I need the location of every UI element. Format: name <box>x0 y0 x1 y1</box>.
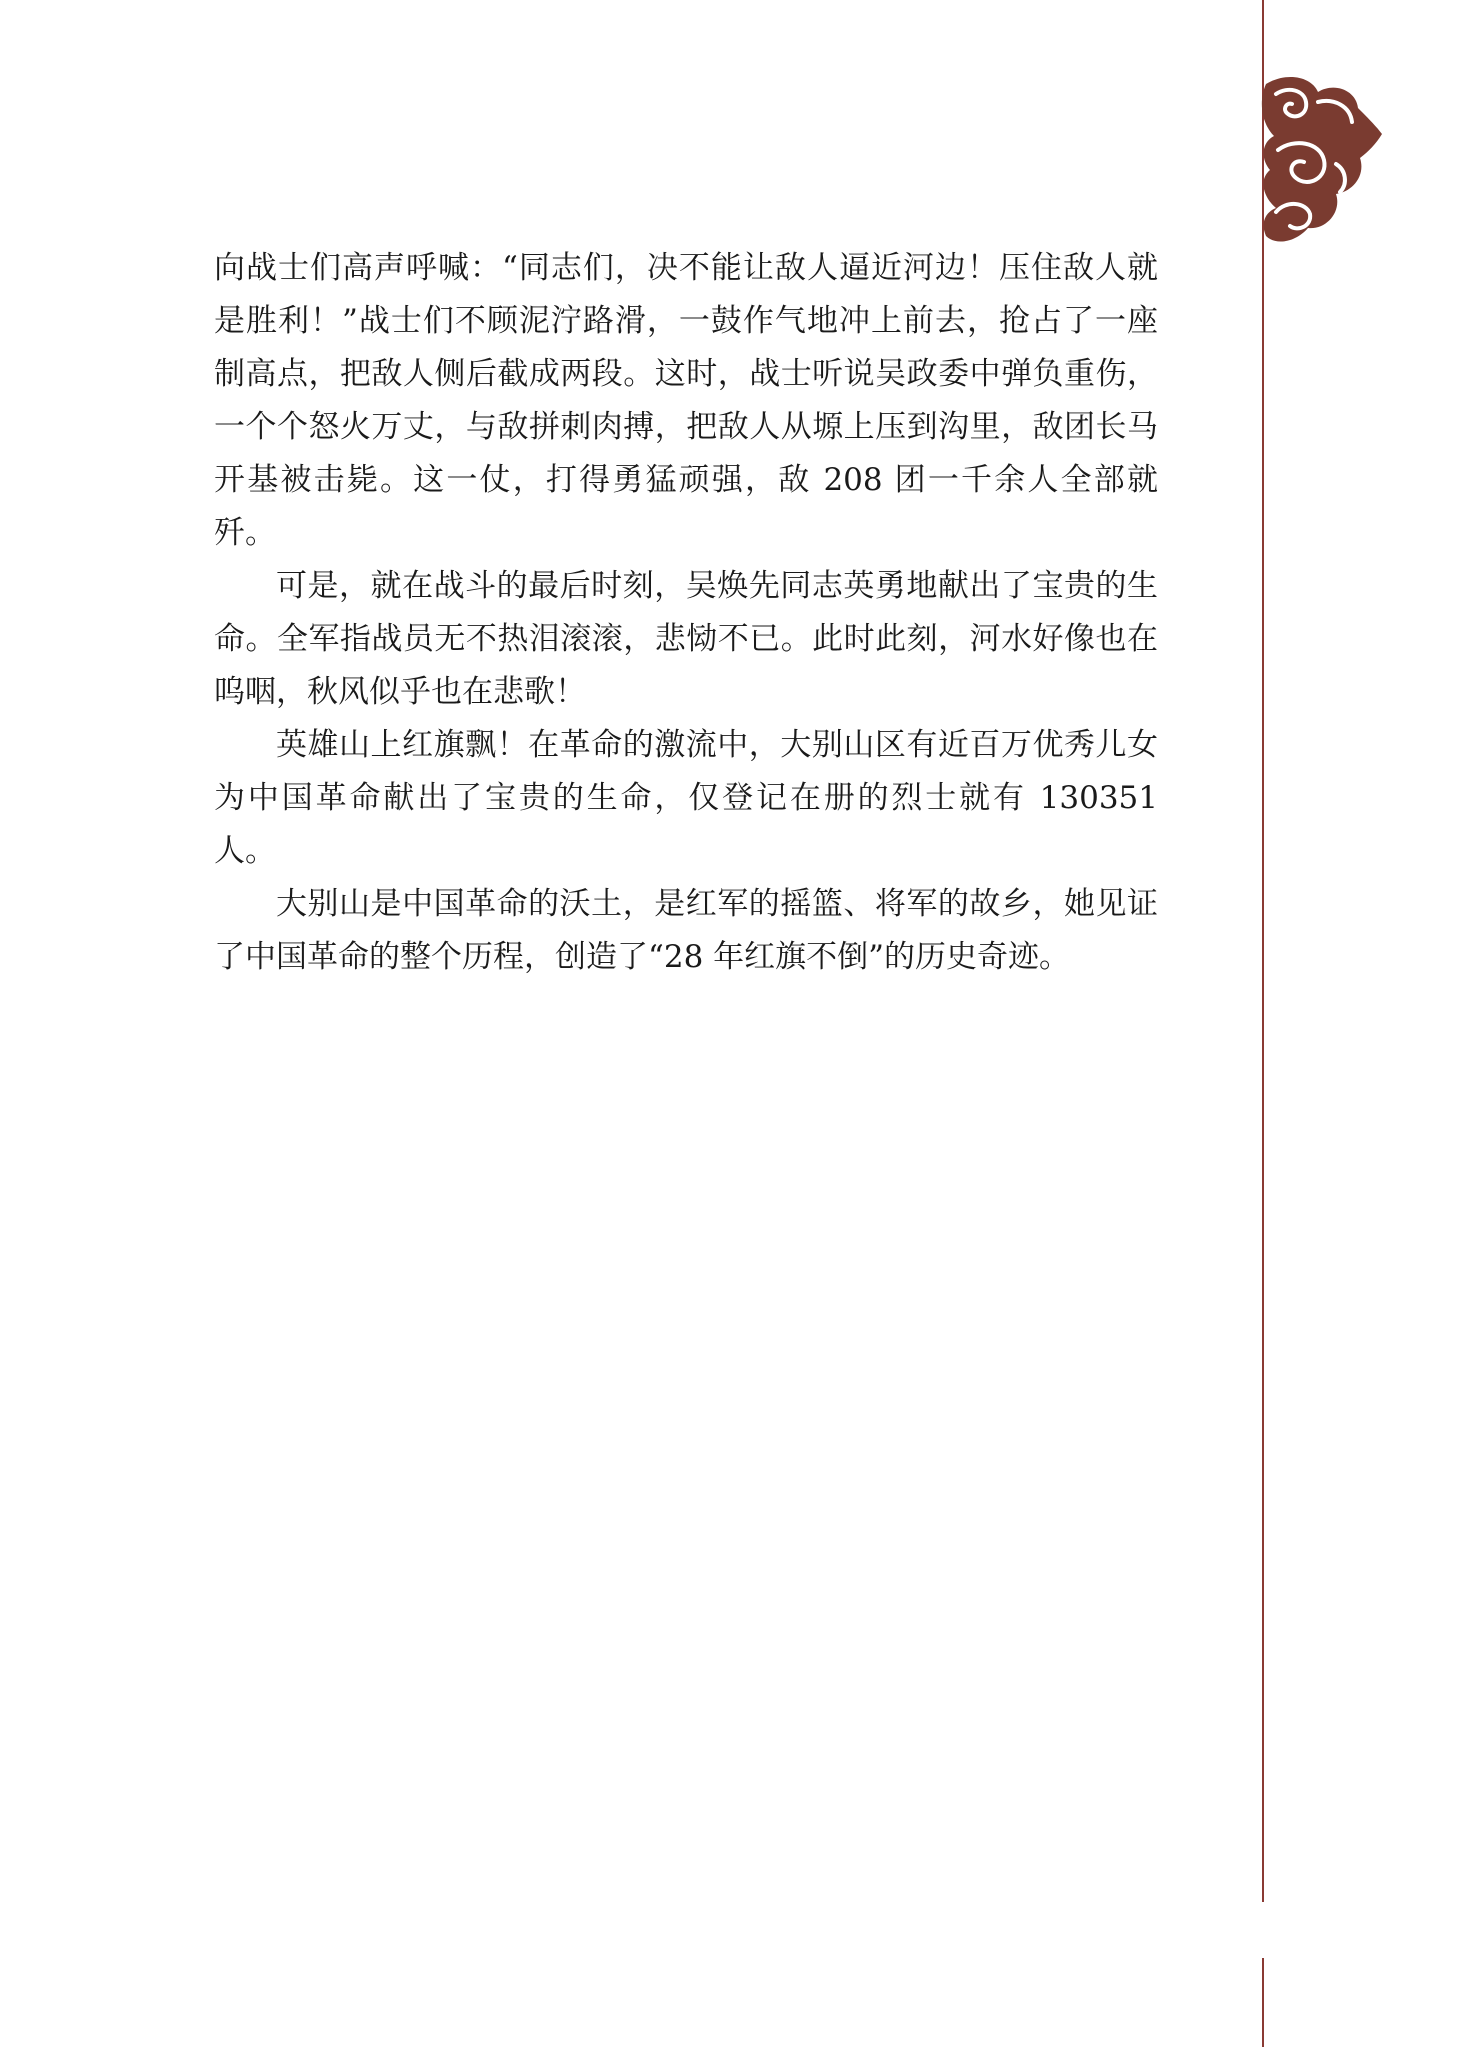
paragraph-3: 英雄山上红旗飘！在革命的激流中，大别山区有近百万优秀儿女为中国革命献出了宝贵的生命，仅登记在册的烈士就有 130351 人。 <box>214 727 1158 869</box>
paragraph-4: 大别山是中国革命的沃土，是红军的摇篮、将军的故乡，她见证了中国革命的整个历程，创造了“28 年红旗不倒”的历史奇迹。 <box>214 886 1158 975</box>
paragraph-2: 可是，就在战斗的最后时刻，吴焕先同志英勇地献出了宝贵的生命。全军指战员无不热泪滚滚，悲恸不已。此时此刻，河水好像也在呜咽，秋风似乎也在悲歌！ <box>214 568 1158 710</box>
margin-rule-upper <box>1262 0 1264 1902</box>
cloud-scroll-ornament-icon <box>1256 72 1384 252</box>
body-text <box>214 242 1158 984</box>
paragraph-1: 向战士们高声呼喊：“同志们，决不能让敌人逼近河边！压住敌人就是胜利！”战士们不顾泥泞路滑，一鼓作气地冲上前去，抢占了一座制高点，把敌人侧后截成两段。这时，战士听说吴政委中弹负重伤，一个个怒火万丈，与敌拼刺肉搏，把敌人从塬上压到沟里，敌团长马开基被击毙。这一仗，打得勇猛顽强，敌 208 团一千余人全部就歼。 <box>214 250 1158 551</box>
margin-rule-lower <box>1262 1958 1264 2047</box>
